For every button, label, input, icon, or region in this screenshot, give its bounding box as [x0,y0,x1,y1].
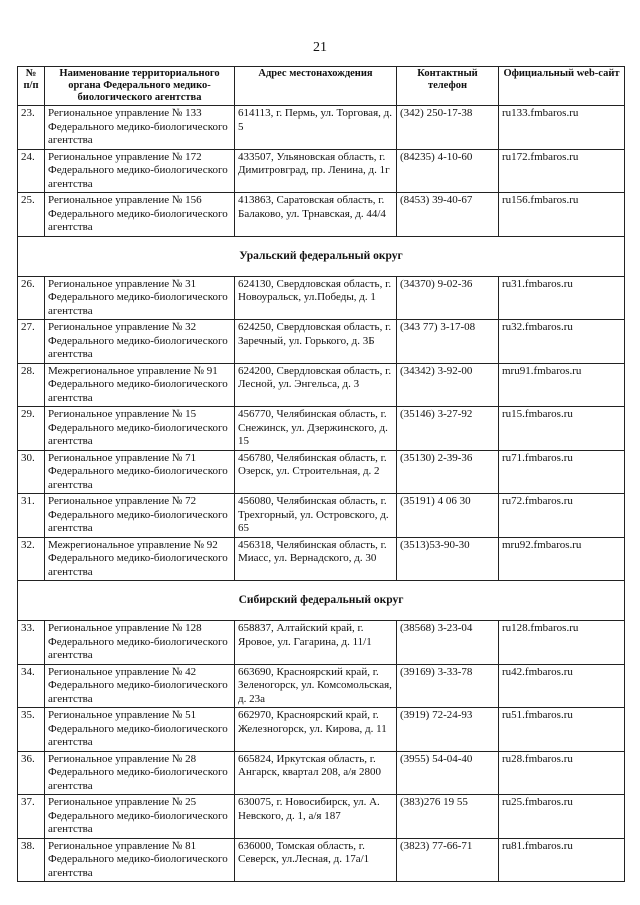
cell-num: 31. [18,494,45,538]
cell-phone: (34370) 9-02-36 [397,276,499,320]
cell-phone: (3513)53-90-30 [397,537,499,581]
table-row [18,320,625,364]
table-row [18,708,625,752]
cell-num: 36. [18,751,45,795]
cell-site: ru25.fmbaros.ru [499,795,625,839]
cell-name: Региональное управление № 128 Федерального медико-биологического агентства [45,621,235,665]
cell-site: ru172.fmbaros.ru [499,149,625,193]
cell-site: ru71.fmbaros.ru [499,450,625,494]
table-row [18,276,625,320]
cell-site: ru72.fmbaros.ru [499,494,625,538]
cell-phone: (3823) 77-66-71 [397,838,499,882]
cell-phone: (35146) 3-27-92 [397,407,499,451]
cell-name: Региональное управление № 172 Федерального медико-биологического агентства [45,149,235,193]
cell-name: Региональное управление № 72 Федерального медико-биологического агентства [45,494,235,538]
cell-address: 433507, Ульяновская область, г. Димитровград, пр. Ленина, д. 1г [235,149,397,193]
section-title: Сибирский федеральный округ [238,594,404,606]
cell-site: ru32.fmbaros.ru [499,320,625,364]
cell-site: ru156.fmbaros.ru [499,193,625,237]
table-row [18,537,625,581]
territorial-bodies-table [17,66,625,882]
cell-phone: (39169) 3-33-78 [397,664,499,708]
table-row [18,838,625,882]
cell-name: Региональное управление № 31 Федерального медико-биологического агентства [45,276,235,320]
cell-num: 25. [18,193,45,237]
cell-address: 636000, Томская область, г. Северск, ул.Лесная, д. 17а/1 [235,838,397,882]
cell-num: 30. [18,450,45,494]
section-title: Уральский федеральный округ [239,249,403,262]
cell-site: mru91.fmbaros.ru [499,363,625,407]
cell-num: 29. [18,407,45,451]
cell-name: Региональное управление № 15 Федерального медико-биологического агентства [45,407,235,451]
header-address: Адрес местонахождения [235,67,397,106]
table-row [18,106,625,150]
table-row [18,450,625,494]
cell-address: 413863, Саратовская область, г. Балаково, ул. Трнавская, д. 44/4 [235,193,397,237]
cell-site: ru15.fmbaros.ru [499,407,625,451]
cell-address: 624200, Свердловская область, г. Лесной, ул. Энгельса, д. 3 [235,363,397,407]
cell-site: ru128.fmbaros.ru [499,621,625,665]
cell-site: ru31.fmbaros.ru [499,276,625,320]
cell-address: 456780, Челябинская область, г. Озерск, ул. Строительная, д. 2 [235,450,397,494]
cell-name: Межрегиональное управление № 92 Федерального медико-биологического агентства [45,537,235,581]
cell-site: ru133.fmbaros.ru [499,106,625,150]
cell-name: Региональное управление № 51 Федерального медико-биологического агентства [45,708,235,752]
cell-num: 38. [18,838,45,882]
cell-num: 37. [18,795,45,839]
cell-name: Региональное управление № 81 Федерального медико-биологического агентства [45,838,235,882]
table-row [18,751,625,795]
table-row [18,494,625,538]
header-phone: Контактный телефон [397,67,499,106]
cell-address: 630075, г. Новосибирск, ул. А. Невского, д. 1, а/я 187 [235,795,397,839]
cell-address: 456770, Челябинская область, г. Снежинск, ул. Дзержинского, д. 15 [235,407,397,451]
cell-phone: (3919) 72-24-93 [397,708,499,752]
section-row [18,236,625,276]
section-row [18,581,625,621]
cell-address: 658837, Алтайский край, г. Яровое, ул. Гагарина, д. 11/1 [235,621,397,665]
table-row [18,193,625,237]
cell-name: Региональное управление № 133 Федерального медико-биологического агентства [45,106,235,150]
cell-phone: (342) 250-17-38 [397,106,499,150]
cell-phone: (35130) 2-39-36 [397,450,499,494]
header-name: Наименование территориального органа Федерального медико-биологического агентства [45,67,235,106]
cell-num: 33. [18,621,45,665]
cell-name: Региональное управление № 42 Федерального медико-биологического агентства [45,664,235,708]
cell-site: ru28.fmbaros.ru [499,751,625,795]
cell-num: 26. [18,276,45,320]
cell-site: ru51.fmbaros.ru [499,708,625,752]
cell-phone: (343 77) 3-17-08 [397,320,499,364]
cell-address: 624250, Свердловская область, г. Заречный, ул. Горького, д. 3Б [235,320,397,364]
cell-address: 665824, Иркутская область, г. Ангарск, квартал 208, а/я 2800 [235,751,397,795]
cell-name: Региональное управление № 156 Федерального медико-биологического агентства [45,193,235,237]
cell-phone: (383)276 19 55 [397,795,499,839]
table-row [18,621,625,665]
cell-name: Региональное управление № 25 Федерального медико-биологического агентства [45,795,235,839]
cell-num: 23. [18,106,45,150]
table-row [18,795,625,839]
cell-address: 624130, Свердловская область, г. Новоуральск, ул.Победы, д. 1 [235,276,397,320]
cell-address: 663690, Красноярский край, г. Зеленогорск, ул. Комсомольская, д. 23а [235,664,397,708]
cell-num: 35. [18,708,45,752]
cell-phone: (34342) 3-92-00 [397,363,499,407]
header-num: № п/п [18,67,45,106]
cell-name: Региональное управление № 32 Федерального медико-биологического агентства [45,320,235,364]
cell-num: 24. [18,149,45,193]
cell-name: Региональное управление № 71 Федерального медико-биологического агентства [45,450,235,494]
cell-phone: (3955) 54-04-40 [397,751,499,795]
cell-site: ru81.fmbaros.ru [499,838,625,882]
table-row [18,664,625,708]
cell-phone: (84235) 4-10-60 [397,149,499,193]
cell-num: 27. [18,320,45,364]
table-row [18,149,625,193]
table-row [18,407,625,451]
cell-num: 34. [18,664,45,708]
cell-address: 614113, г. Пермь, ул. Торговая, д. 5 [235,106,397,150]
cell-num: 28. [18,363,45,407]
cell-phone: (8453) 39-40-67 [397,193,499,237]
cell-phone: (35191) 4 06 30 [397,494,499,538]
cell-name: Региональное управление № 28 Федерального медико-биологического агентства [45,751,235,795]
cell-phone: (38568) 3-23-04 [397,621,499,665]
header-site: Официальный web-сайт [499,67,625,106]
cell-address: 456080, Челябинская область, г. Трехгорный, ул. Островского, д. 65 [235,494,397,538]
cell-num: 32. [18,537,45,581]
table-header-row [18,67,625,106]
table-body [18,106,625,882]
cell-address: 662970, Красноярский край, г. Железногорск, ул. Кирова, д. 11 [235,708,397,752]
page-number: 21 [313,40,327,55]
cell-site: mru92.fmbaros.ru [499,537,625,581]
table-row [18,363,625,407]
cell-name: Межрегиональное управление № 91 Федерального медико-биологического агентства [45,363,235,407]
cell-site: ru42.fmbaros.ru [499,664,625,708]
cell-address: 456318, Челябинская область, г. Миасс, ул. Вернадского, д. 30 [235,537,397,581]
